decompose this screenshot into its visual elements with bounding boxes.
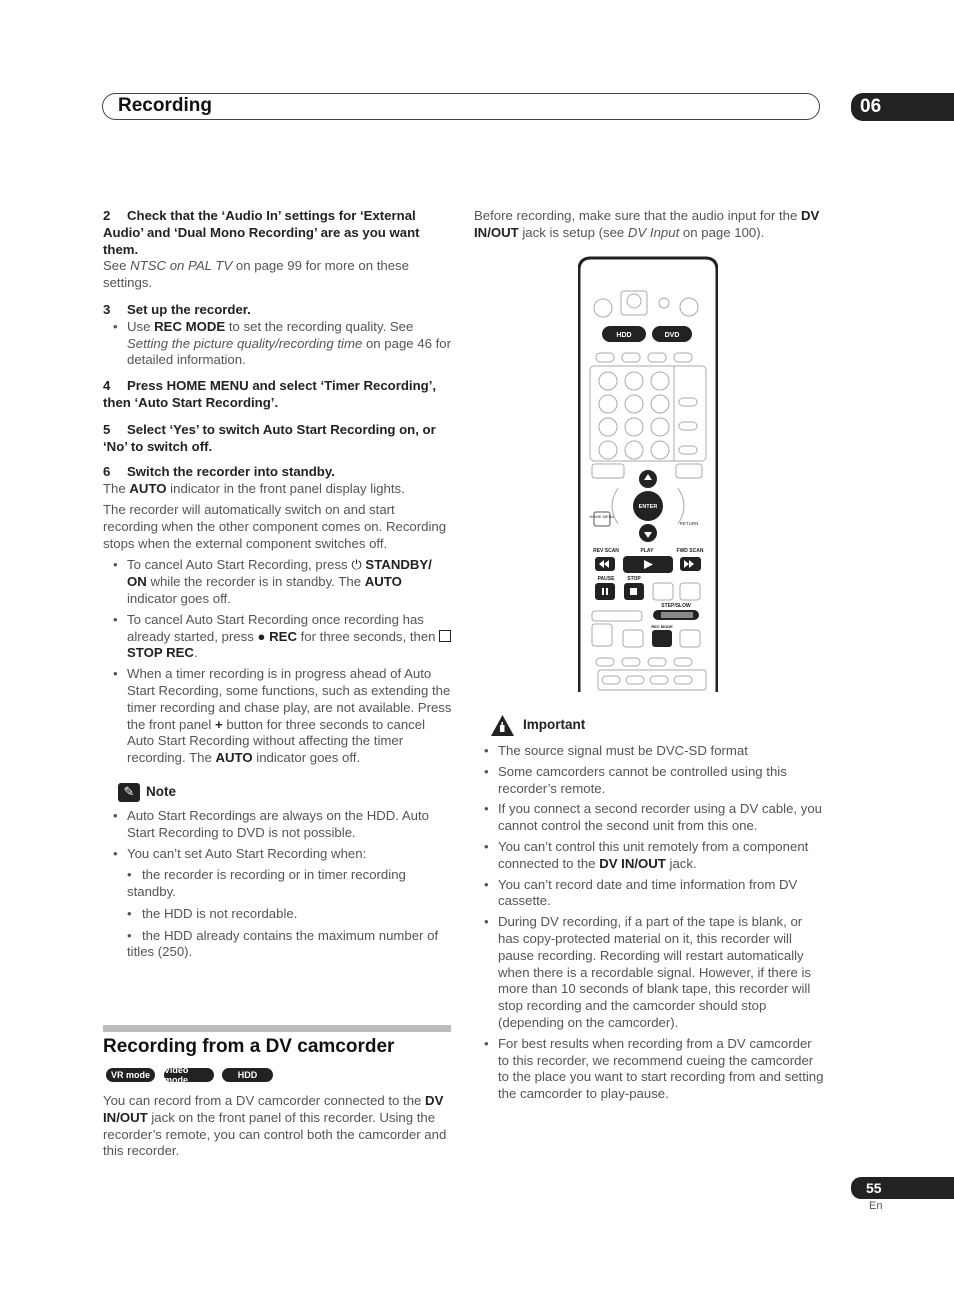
note-subitem: • the HDD already contains the maximum number of titles (250). bbox=[127, 927, 439, 960]
left-column bbox=[103, 208, 453, 961]
cross-reference: DV Input bbox=[627, 224, 680, 240]
remote-return-label: RETURN bbox=[679, 521, 699, 526]
right-intro: Before recording, make sure that the audio input for the DV IN/OUT jack is setup (see DV Input on page 100). bbox=[474, 208, 820, 240]
bullet-timer-recording: • When a timer recording is in progress ahead of Auto Start Recording, some functions, such as extending the timer recording and chase play, are not available. Press the front panel + button for three seconds to cancel Auto Start Recording without affecting the timer recording. The AUTO indicator goes off. bbox=[103, 666, 453, 767]
stop-icon bbox=[439, 630, 451, 642]
step-title: Set up the recorder. bbox=[127, 301, 251, 317]
important-item: • Some camcorders cannot be controlled using this recorder’s remote. bbox=[474, 764, 824, 798]
important-section bbox=[474, 714, 824, 1103]
power-icon: ⏻ bbox=[351, 557, 362, 573]
chapter-title: Recording bbox=[118, 95, 212, 116]
remote-hdd-label: HDD bbox=[616, 332, 632, 339]
bullet-cancel-standby: • To cancel Auto Start Recording, press ⏻ STANDBY/ ON while the recorder is in standby. The AUTO indicator goes off. bbox=[103, 557, 453, 607]
step-6-desc: The AUTO indicator in the front panel display lights. bbox=[103, 481, 405, 497]
step-6-paragraph: The recorder will automatically switch on and start recording when the other component comes on. Recording stops when the external component switches off. bbox=[103, 501, 447, 551]
section-rule bbox=[103, 1025, 451, 1032]
important-item: • During DV recording, if a part of the tape is blank, or has copy-protected material on it, this recorder will pause recording. Recording will restart automatically when there is a recordable signal. However, if there is more than 10 seconds of blank tape, this recorder will stop recording and the camcorder should stop (depending on the camcorder). bbox=[474, 914, 824, 1032]
step-3-bullet: • Use REC MODE to set the recording quality. See Setting the picture quality/recording time on page 46 for detailed information. bbox=[103, 319, 453, 369]
note-subitem: • the HDD is not recordable. bbox=[127, 905, 298, 921]
badge-hdd: HDD bbox=[222, 1068, 273, 1082]
important-header bbox=[490, 714, 824, 737]
important-item: • You can’t control this unit remotely from a component connected to the DV IN/OUT jack. bbox=[474, 839, 824, 873]
note-header bbox=[118, 783, 453, 802]
remote-control-illustration bbox=[578, 256, 718, 692]
step-title: Check that the ‘Audio In’ settings for ‘External Audio’ and ‘Dual Mono Recording’ are as you want them. bbox=[103, 208, 420, 257]
badge-video-mode: Video mode bbox=[164, 1068, 214, 1082]
note-subitem: • the recorder is recording or in timer recording standby. bbox=[127, 867, 406, 900]
important-item: • The source signal must be DVC-SD format bbox=[474, 743, 824, 760]
note-title: Note bbox=[146, 784, 176, 799]
step-6 bbox=[103, 464, 453, 481]
step-title: Press HOME MENU and select ‘Timer Recording’, then ‘Auto Start Recording’. bbox=[103, 378, 437, 410]
cross-reference: NTSC on PAL TV bbox=[130, 258, 233, 274]
step-4 bbox=[103, 378, 453, 412]
important-item: • If you connect a second recorder using a DV cable, you cannot control the second unit from this one. bbox=[474, 801, 824, 835]
note-item: • You can’t set Auto Start Recording when: bbox=[103, 846, 453, 863]
remote-dvd-label: DVD bbox=[664, 332, 680, 339]
record-icon: ● bbox=[257, 628, 266, 644]
section-title: Recording from a DV camcorder bbox=[103, 1036, 395, 1057]
badge-vr-mode: VR mode bbox=[106, 1068, 155, 1082]
remote-play-label: PLAY bbox=[640, 548, 654, 554]
step-3 bbox=[103, 302, 453, 319]
step-number: 6 bbox=[103, 464, 111, 480]
bullet-cancel-rec: • To cancel Auto Start Recording once recording has already started, press ● REC for three seconds, then STOP REC. bbox=[103, 612, 453, 662]
step-title: Switch the recorder into standby. bbox=[127, 464, 335, 480]
page-language: En bbox=[869, 1200, 883, 1212]
step-number: 2 bbox=[103, 208, 111, 223]
page-number: 55 bbox=[866, 1180, 882, 1196]
chapter-number: 06 bbox=[860, 96, 882, 117]
pencil-icon: ✎ bbox=[118, 783, 140, 802]
step-2 bbox=[103, 208, 453, 258]
important-title: Important bbox=[523, 717, 586, 733]
note-item: • Auto Start Recordings are always on the HDD. Auto Start Recording to DVD is not possible. bbox=[103, 808, 453, 842]
remote-home-menu-label: HOME MENU bbox=[589, 514, 615, 519]
step-2-desc: See NTSC on PAL TV on page 99 for more on these settings. bbox=[103, 258, 409, 291]
step-title: Select ‘Yes’ to switch Auto Start Recording on, or ‘No’ to switch off. bbox=[103, 421, 436, 454]
remote-pause-label: PAUSE bbox=[597, 576, 615, 582]
important-item: • For best results when recording from a DV camcorder to this recorder, we recommend cueing the camcorder to the place you want to start recording from and setting the camcorder to play-pause. bbox=[474, 1036, 824, 1103]
step-5 bbox=[103, 422, 453, 456]
remote-step-slow-label: STEP/SLOW bbox=[661, 603, 691, 609]
remote-stop-label: STOP bbox=[627, 576, 641, 582]
important-item: • You can’t record date and time information from DV cassette. bbox=[474, 877, 824, 911]
remote-rev-scan-label: REV SCAN bbox=[593, 548, 619, 554]
remote-enter-label: ENTER bbox=[638, 504, 658, 510]
remote-fwd-scan-label: FWD SCAN bbox=[676, 548, 704, 554]
step-number: 3 bbox=[103, 301, 111, 317]
dv-intro: You can record from a DV camcorder connected to the DV IN/OUT jack on the front panel of this recorder. Using the recorder’s remote, you can control both the camcorder and this recorder. bbox=[103, 1093, 447, 1159]
cross-reference: Setting the picture quality/recording time bbox=[127, 335, 363, 351]
warning-hand-icon bbox=[490, 714, 515, 737]
step-number: 4 bbox=[103, 378, 111, 394]
step-number: 5 bbox=[103, 421, 111, 437]
remote-rec-mode-label: REC MODE bbox=[651, 624, 673, 629]
